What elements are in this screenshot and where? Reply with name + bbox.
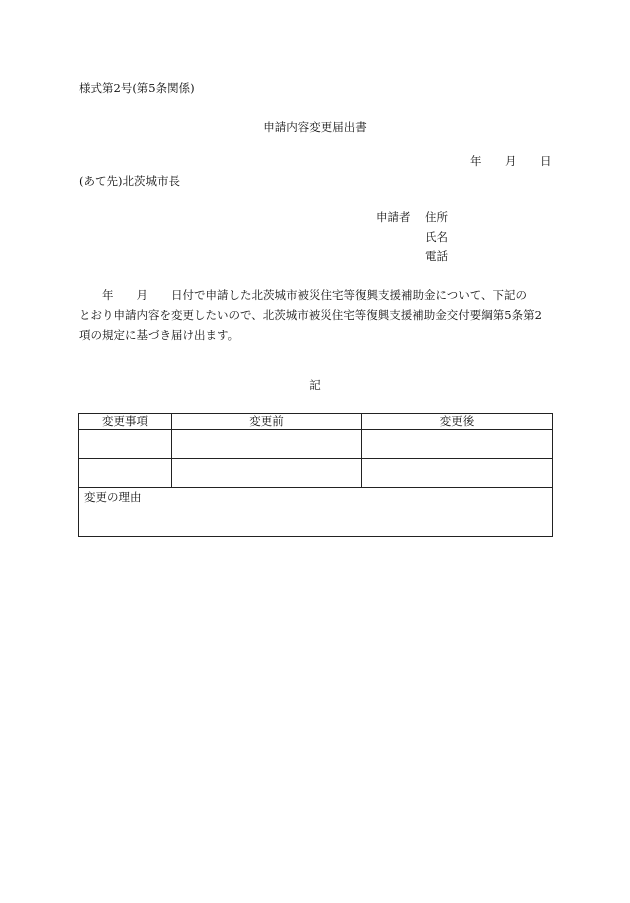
- address-label: 住所: [425, 210, 448, 224]
- body-line: とおり申請内容を変更したいので、北茨城市被災住宅等復興支援補助金交付要綱第5条第2: [79, 308, 542, 322]
- reason-cell[interactable]: [79, 488, 553, 537]
- header-after: 変更後: [362, 414, 553, 430]
- date-day: 日: [540, 154, 552, 168]
- table-row: [79, 459, 553, 488]
- table-row: [79, 430, 553, 459]
- after-cell[interactable]: [362, 459, 553, 488]
- change-item-cell[interactable]: [79, 430, 172, 459]
- reason-label: 変更の理由: [84, 490, 142, 504]
- before-cell[interactable]: [172, 459, 362, 488]
- before-cell[interactable]: [172, 430, 362, 459]
- form-number: 様式第2号(第5条関係): [79, 81, 195, 95]
- after-cell[interactable]: [362, 430, 553, 459]
- date-month: 月: [505, 154, 517, 168]
- document-title: 申請内容変更届出書: [263, 120, 367, 134]
- ki-heading: 記: [309, 378, 321, 392]
- body-line: 項の規定に基づき届け出ます。: [79, 328, 240, 342]
- name-label: 氏名: [425, 230, 448, 244]
- table-header-row: [79, 414, 553, 430]
- header-change-item: 変更事項: [79, 414, 172, 430]
- body-paragraph: [79, 285, 554, 345]
- addressee: (あて先)北茨城市長: [79, 174, 180, 188]
- change-item-cell[interactable]: [79, 459, 172, 488]
- date-line: [470, 153, 552, 169]
- body-line: 年 月 日付で申請した北茨城市被災住宅等復興支援補助金について、下記の: [79, 288, 528, 302]
- header-before: 変更前: [172, 414, 362, 430]
- phone-label: 電話: [425, 249, 448, 263]
- reason-row: [79, 488, 553, 537]
- change-table: [78, 413, 553, 537]
- date-year: 年: [470, 154, 482, 168]
- applicant-label: 申請者: [376, 210, 411, 224]
